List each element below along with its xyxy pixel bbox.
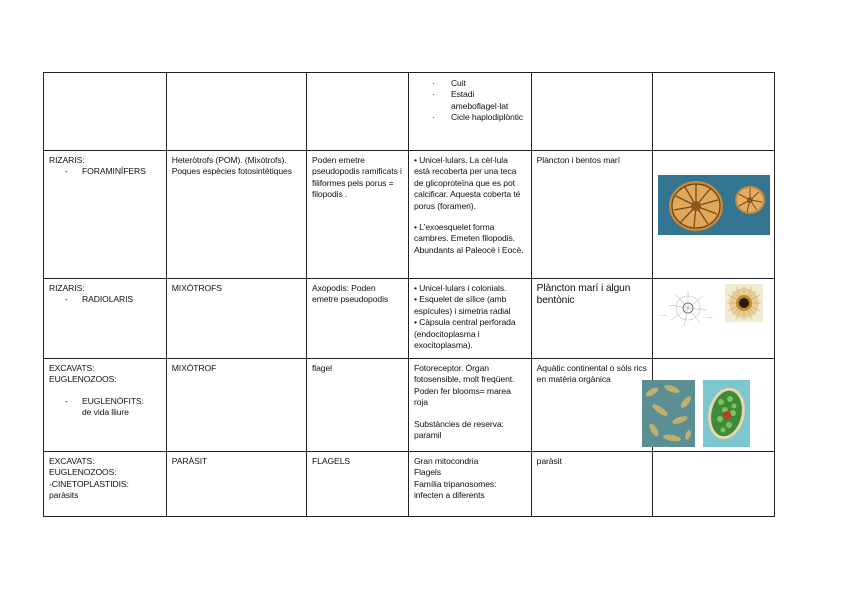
cell-characteristics: Fotoreceptor. Òrgan fotosensible, molt freqüent. Poden fer blooms= marea roja Substàncies de reserva: paramil	[408, 359, 531, 452]
table-row	[44, 73, 775, 151]
cell	[166, 73, 306, 151]
list-item: · Cicle haplodiplòntic	[431, 112, 523, 123]
cell-characteristics: • Unicel·lulars. La cèl·lula està recoberta per una teca de glicoproteïna que es pot calcificar. Aquesta coberta té porus (foramen). • L'exoesquelet forma cambres. Emeten filopodis. Abundants al Paleocè i Eocè.	[408, 151, 531, 279]
cell-nutrition: MIXÒTROFS	[166, 279, 306, 359]
radiolarian-photo	[725, 284, 763, 322]
table-row	[44, 359, 775, 452]
group-subtitle: - EUGLENÒFITS:	[65, 395, 144, 406]
cell-locomotion: Axopodis: Poden emetre pseudopodis	[307, 279, 409, 359]
table-row	[44, 452, 775, 517]
svg-text:— —: — —	[660, 313, 667, 317]
cell-habitat: Plàncton marí i algun bentònic	[531, 279, 653, 359]
cell-locomotion: Poden emetre pseudopodis ramificats i filiformes pels porus = filopodis .	[307, 151, 409, 279]
radiolarian-diagram	[658, 288, 722, 328]
foraminifera-photo	[658, 175, 770, 235]
cell	[531, 73, 653, 151]
cell-characteristics: Gran mitocondria Flagels Família tripanosomes: infecten a diferents	[408, 452, 531, 517]
euglena-micrograph	[642, 380, 695, 447]
cell	[307, 73, 409, 151]
group-title: EXCAVATS: EUGLENOZOOS:	[49, 363, 117, 385]
cell-images	[653, 279, 775, 359]
list-item: · Estadi ameboflagel·lat	[431, 89, 509, 111]
table-row	[44, 151, 775, 279]
table-row	[44, 279, 775, 359]
cell-characteristics: • Unicel·lulars i colonials. • Esquelet de sílice (amb espícules) i simetria radial • Càpsula central perforada (endocitoplasma i exocitoplasma).	[408, 279, 531, 359]
list-item: · Cuit	[431, 78, 466, 88]
cell-images	[653, 359, 775, 452]
classification-table	[43, 72, 775, 517]
group-note: de vida lliure	[82, 407, 129, 418]
cell-group	[44, 359, 167, 452]
cell-nutrition: MIXÒTROF	[166, 359, 306, 452]
cell-habitat: Aquàtic continental o sòls rics en matèria orgànica	[531, 359, 653, 452]
svg-text:— —: — —	[706, 315, 713, 319]
group-subtitle: - RADIOLARIS	[65, 294, 134, 305]
cell-group	[44, 279, 167, 359]
cell-nutrition: PARÀSIT	[166, 452, 306, 517]
cell-images	[653, 151, 775, 279]
cell	[653, 73, 775, 151]
cell-locomotion: FLAGELS	[307, 452, 409, 517]
group-subtitle: - FORAMINÍFERS	[65, 166, 146, 177]
cell-group	[44, 151, 167, 279]
cell	[653, 452, 775, 517]
cell-habitat: paràsit	[531, 452, 653, 517]
group-title: EXCAVATS: EUGLENOZOOS: -CINETOPLASTIDIS: paràsits	[49, 456, 129, 501]
group-title: RIZARIS:	[49, 283, 85, 293]
cell-locomotion: flagel	[307, 359, 409, 452]
euglena-cell-photo	[703, 380, 750, 447]
cell-characteristics	[408, 73, 531, 151]
cell-habitat: Plàncton i bentos marí	[531, 151, 653, 279]
cell-group	[44, 452, 167, 517]
cell	[44, 73, 167, 151]
group-title: RIZARIS:	[49, 155, 85, 165]
cell-nutrition: Heteròtrofs (POM). (Mixòtrofs). Poques espècies fotosintètiques	[166, 151, 306, 279]
